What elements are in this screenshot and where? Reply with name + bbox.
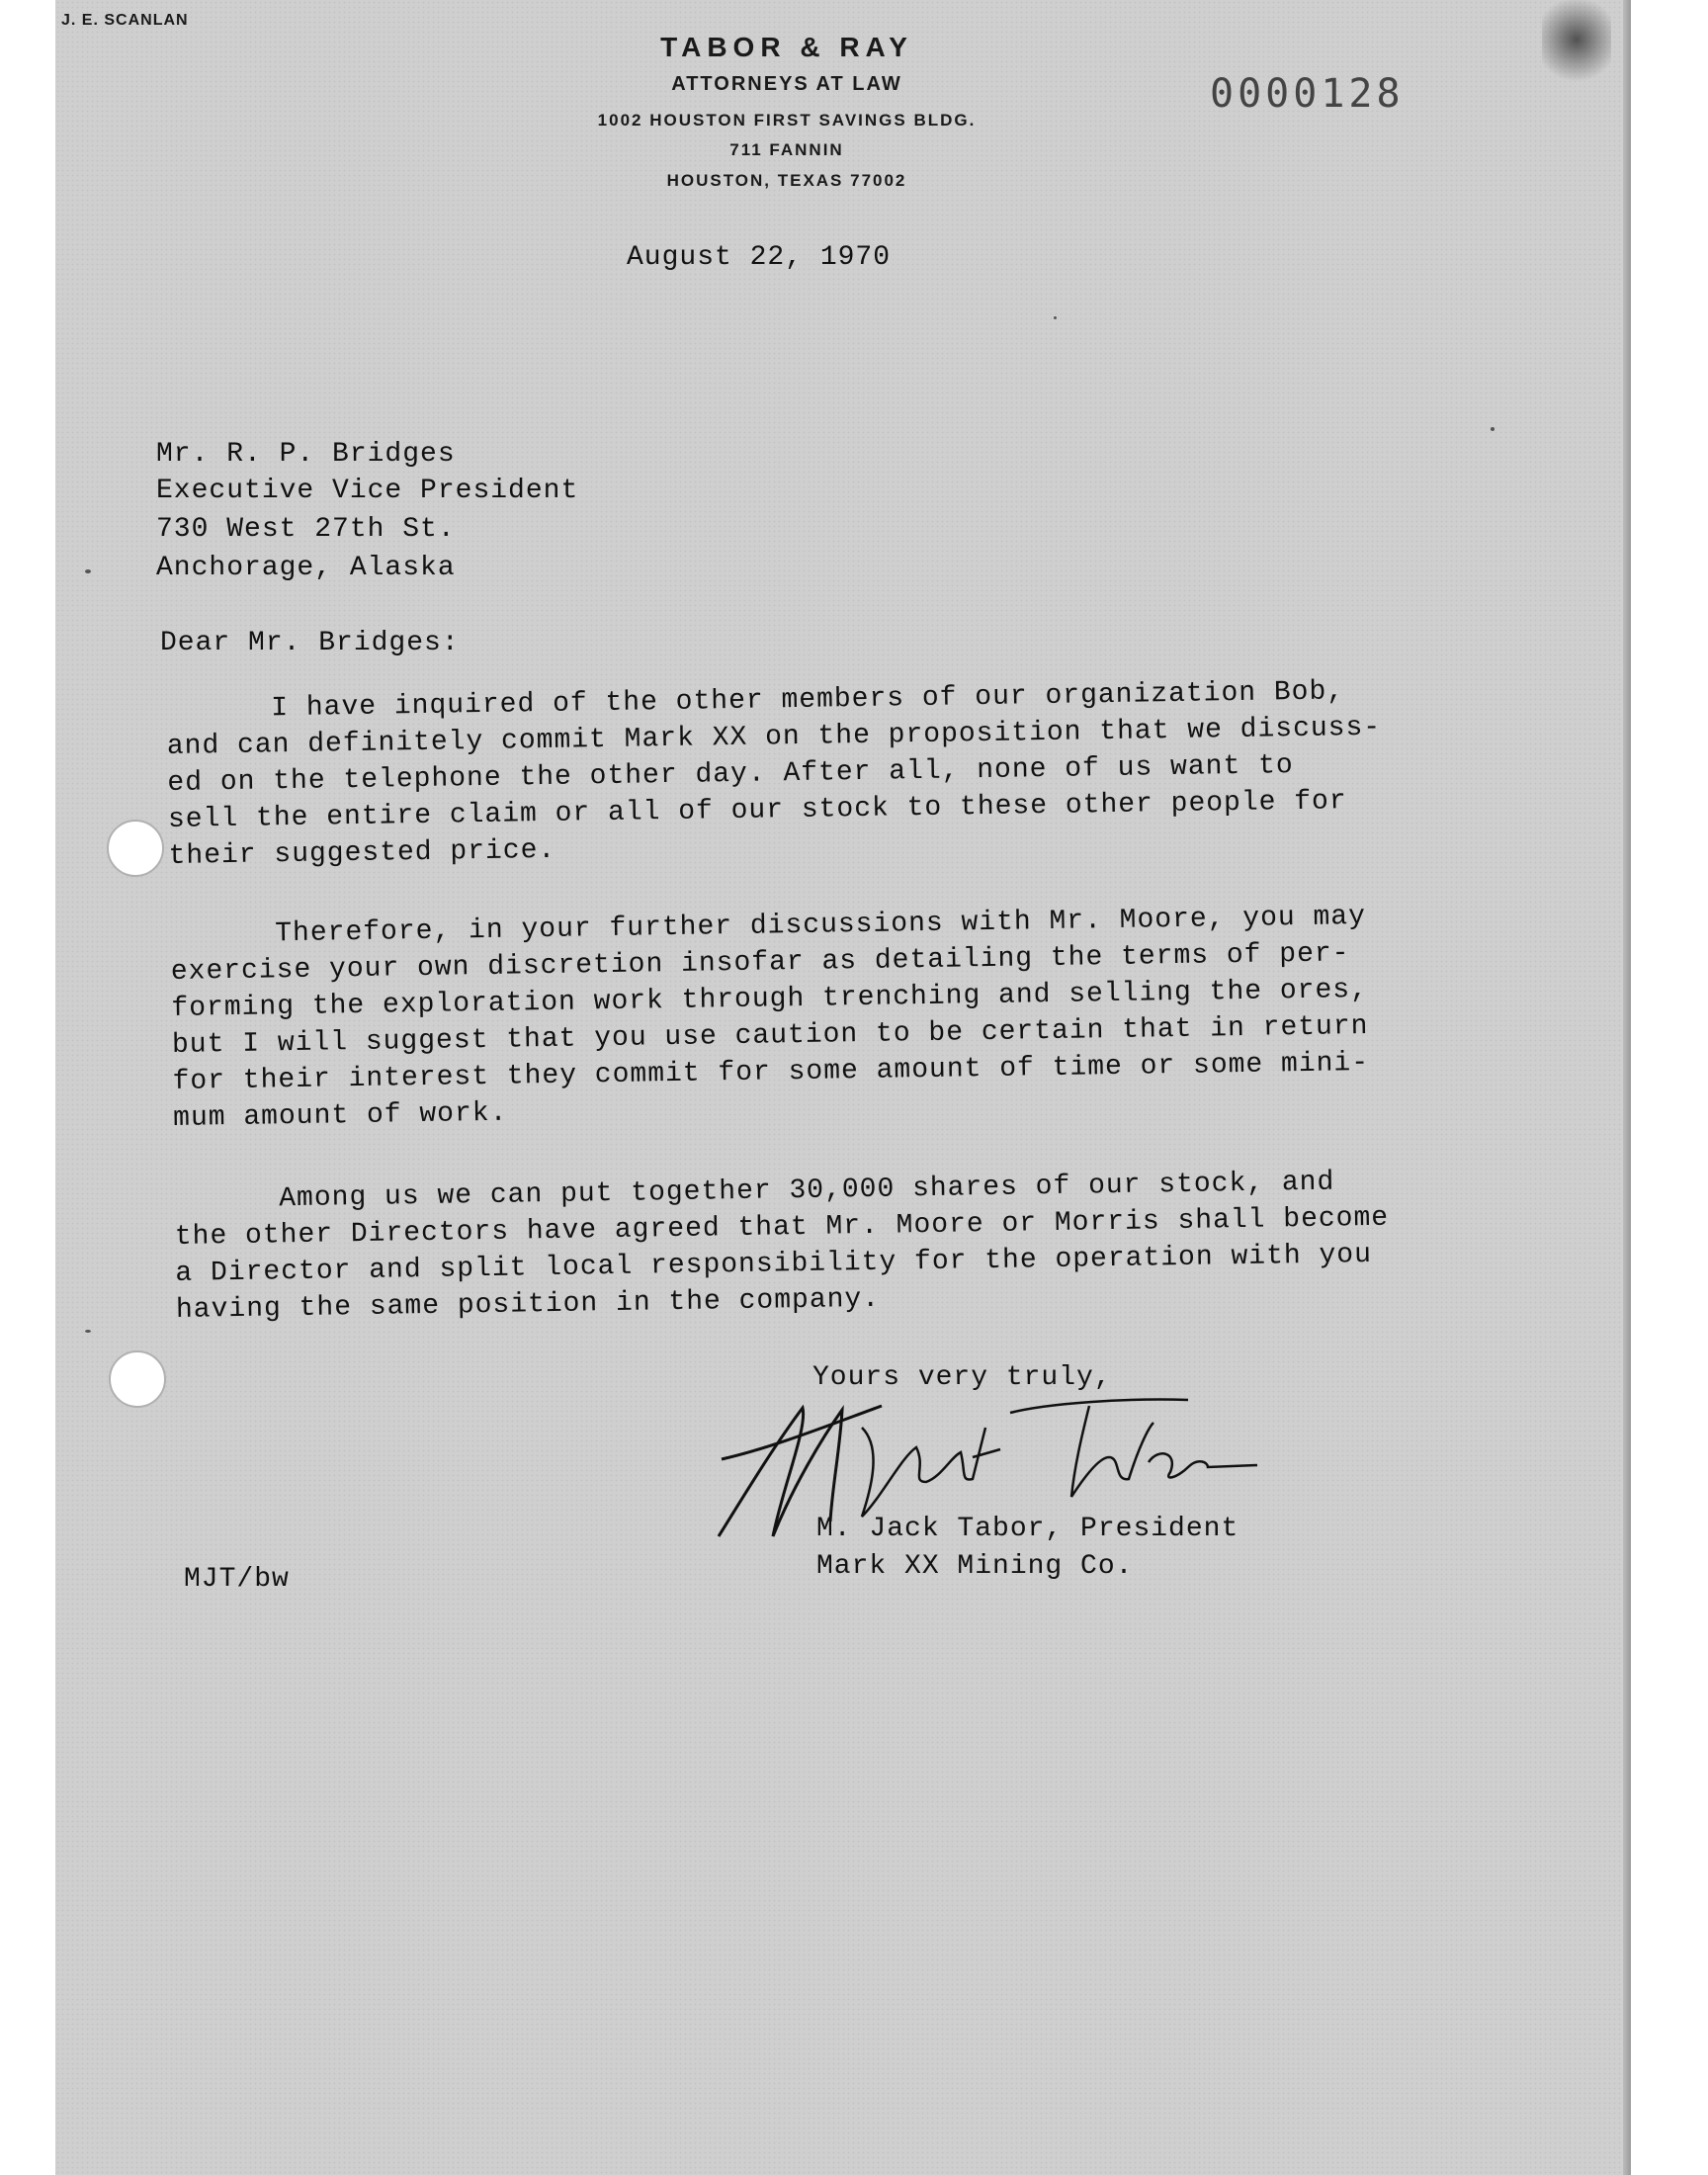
document-number: 0000128 [1210, 71, 1405, 117]
letterhead-address-line1: 1002 HOUSTON FIRST SAVINGS BLDG. [597, 111, 977, 130]
recipient-street: 730 West 27th St. [156, 514, 456, 545]
letterhead-address-line2: 711 FANNIN [729, 140, 844, 159]
recipient-title: Executive Vice President [156, 476, 579, 506]
paragraph-line: for their interest they commit for some amount of time or some mini- [172, 1047, 1370, 1097]
paragraph-line: a Director and split local responsibility for the operation with you [175, 1239, 1373, 1289]
paragraph-2 [170, 899, 1370, 1137]
corner-label: J. E. SCANLAN [61, 12, 189, 29]
salutation: Dear Mr. Bridges: [160, 628, 460, 658]
corner-smudge [1542, 0, 1611, 89]
paragraph-line: exercise your own discretion insofar as detailing the terms of per- [170, 938, 1350, 988]
paragraph-line: Among us we can put together 30,000 shares of our stock, and [279, 1167, 1335, 1215]
recipient-city: Anchorage, Alaska [156, 553, 456, 583]
paragraph-line: I have inquired of the other members of our organization Bob, [271, 676, 1345, 725]
letterhead-subtitle: ATTORNEYS AT LAW [671, 73, 902, 95]
typed-signature-name: M. Jack Tabor, President [816, 1514, 1239, 1544]
recipient-name: Mr. R. P. Bridges [156, 439, 456, 470]
page-edge-shadow [1623, 0, 1631, 2175]
letterhead-firm: TABOR & RAY [660, 32, 913, 62]
letter-date: August 22, 1970 [627, 242, 892, 273]
typist-initials: MJT/bw [184, 1564, 290, 1595]
punch-hole [109, 1350, 166, 1408]
speck [1054, 316, 1057, 319]
paragraph-line: but I will suggest that you use caution to be certain that in return [171, 1010, 1369, 1061]
paragraph-line: their suggested price. [168, 834, 556, 872]
paragraph-line: and can definitely commit Mark XX on the proposition that we discuss- [166, 712, 1382, 762]
speck [85, 1330, 91, 1333]
speck [85, 569, 91, 573]
letterhead-address-line3: HOUSTON, TEXAS 77002 [666, 171, 907, 190]
paragraph-line: having the same position in the company. [175, 1283, 881, 1326]
paragraph-line: ed on the telephone the other day. After all, none of us want to [167, 750, 1294, 799]
punch-hole [107, 820, 164, 877]
paragraph-line: Therefore, in your further discussions with Mr. Moore, you may [275, 901, 1367, 950]
closing: Yours very truly, [812, 1362, 1112, 1393]
letter-page [55, 0, 1631, 2175]
paragraph-line: forming the exploration work through trenching and selling the ores, [171, 974, 1369, 1024]
paragraph-3 [174, 1164, 1391, 1329]
paragraph-line: mum amount of work. [172, 1097, 508, 1134]
paragraph-line: the other Directors have agreed that Mr. Moore or Morris shall become [174, 1202, 1390, 1253]
paragraph-line: sell the entire claim or all of our stock to these other people for [167, 786, 1347, 835]
speck [1491, 427, 1494, 431]
signature-company: Mark XX Mining Co. [816, 1551, 1134, 1582]
paragraph-1 [166, 673, 1383, 875]
